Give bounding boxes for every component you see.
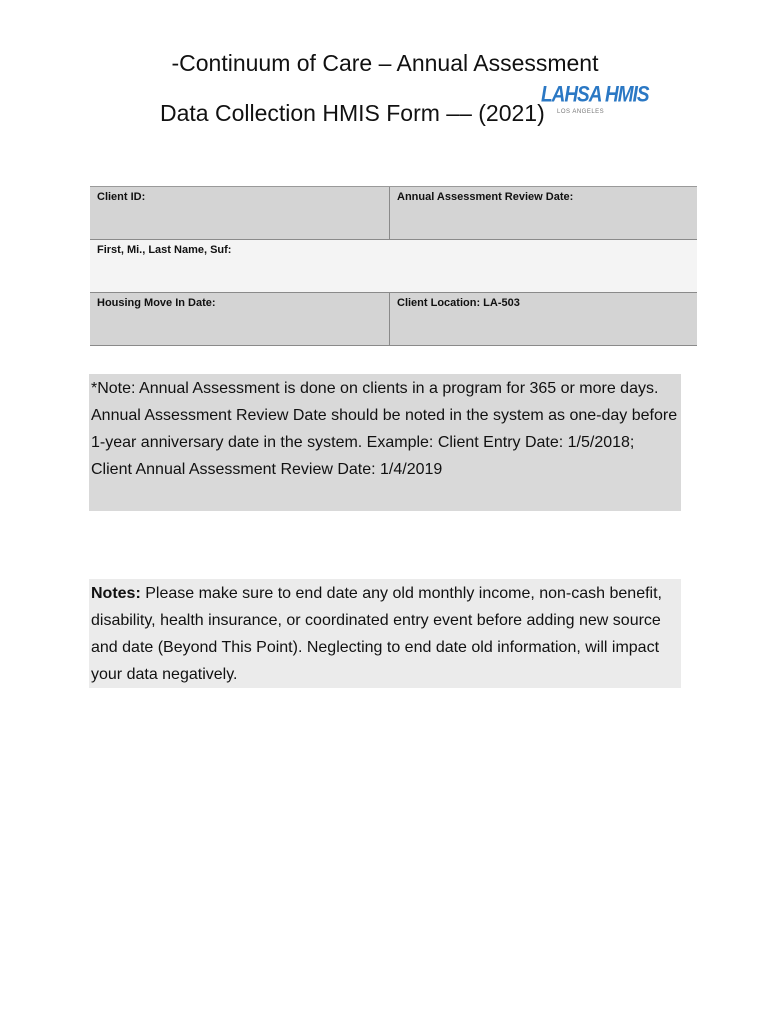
note-text: *Note: Annual Assessment is done on clients in a program for 365 or more days. Annual Assessment Review Date should be noted in the system as one-day before 1-year anniversary date in the system. Example: Client Entry Date: 1/5/2018; Client Annual Assessment Review Date: 1/4/2019 bbox=[91, 380, 678, 478]
client-location-field[interactable] bbox=[390, 293, 697, 345]
end-date-notes bbox=[89, 579, 681, 688]
client-name-field[interactable] bbox=[90, 240, 697, 292]
form-row-housing bbox=[90, 293, 697, 346]
review-date-label: Annual Assessment Review Date: bbox=[397, 191, 574, 203]
form-subtitle: Data Collection HMIS Form –– (2021) bbox=[160, 100, 545, 126]
hmis-logo bbox=[541, 82, 649, 120]
logo-wordmark: LAHSA HMIS bbox=[541, 82, 649, 107]
client-location-label: Client Location: LA-503 bbox=[397, 297, 520, 309]
notes-text: Please make sure to end date any old monthly income, non-cash benefit, disability, health insurance, or coordinated entry event before adding new source and date (Beyond This Point). Neglecting to end date old information, will impact your data negatively. bbox=[91, 585, 662, 683]
move-in-date-label: Housing Move In Date: bbox=[97, 297, 216, 309]
client-id-label: Client ID: bbox=[97, 191, 146, 203]
client-info-table bbox=[90, 186, 697, 346]
form-row-name bbox=[90, 240, 697, 293]
logo-subtext: LOS ANGELES bbox=[557, 109, 605, 115]
move-in-date-field[interactable] bbox=[90, 293, 390, 345]
form-row-client-id bbox=[90, 187, 697, 240]
notes-label: Notes: bbox=[91, 585, 141, 602]
review-date-field[interactable] bbox=[390, 187, 697, 239]
form-title: -Continuum of Care – Annual Assessment bbox=[171, 50, 599, 76]
annual-assessment-note bbox=[89, 374, 681, 511]
client-id-field[interactable] bbox=[90, 187, 390, 239]
client-name-label: First, Mi., Last Name, Suf: bbox=[97, 244, 232, 256]
